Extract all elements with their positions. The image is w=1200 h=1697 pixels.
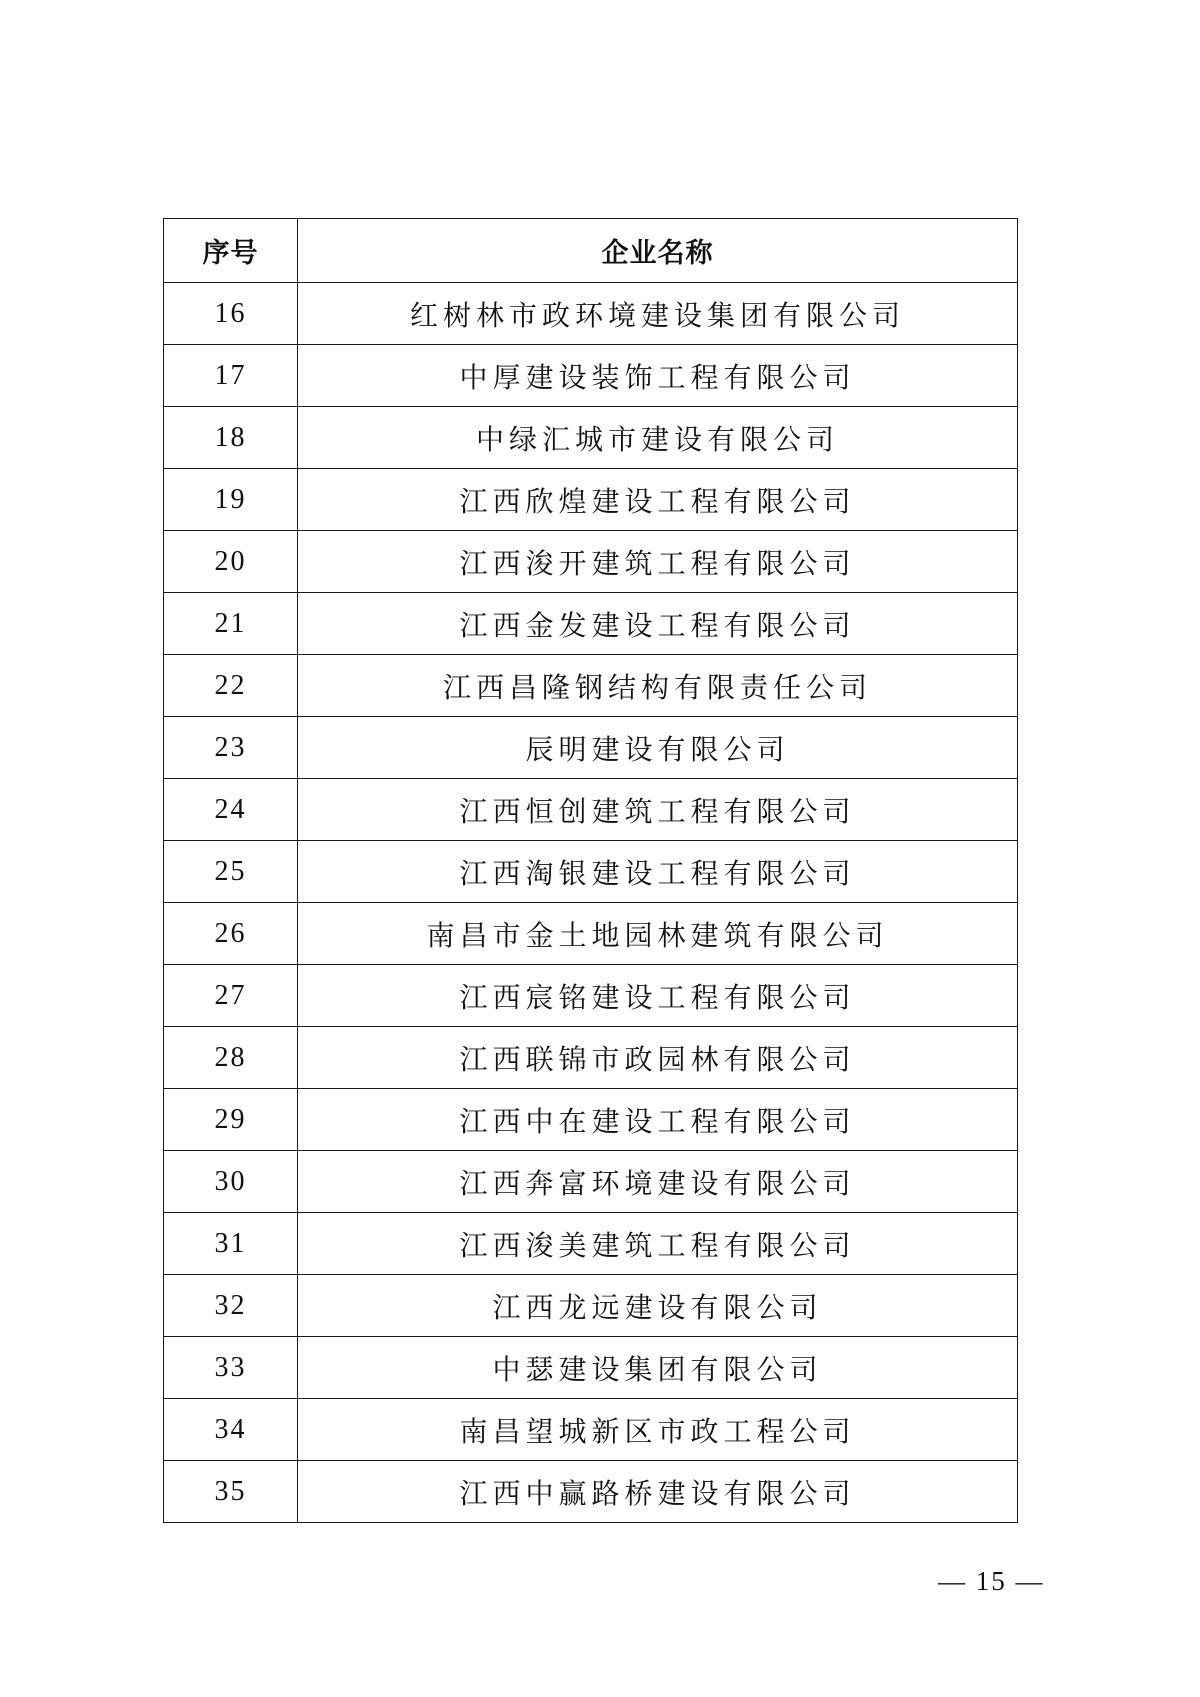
- row-company-name: 江西奔富环境建设有限公司: [298, 1151, 1018, 1213]
- row-company-name: 辰明建设有限公司: [298, 717, 1018, 779]
- table-row: [164, 841, 1018, 903]
- row-company-name: 江西淘银建设工程有限公司: [298, 841, 1018, 903]
- row-serial-number: 18: [164, 407, 298, 469]
- table-row: [164, 717, 1018, 779]
- table-row: [164, 1461, 1018, 1523]
- row-company-name: 江西恒创建筑工程有限公司: [298, 779, 1018, 841]
- row-company-name: 江西中在建设工程有限公司: [298, 1089, 1018, 1151]
- row-serial-number: 19: [164, 469, 298, 531]
- header-company-name: 企业名称: [298, 219, 1018, 283]
- table-row: [164, 1089, 1018, 1151]
- table-row: [164, 593, 1018, 655]
- row-serial-number: 17: [164, 345, 298, 407]
- row-serial-number: 31: [164, 1213, 298, 1275]
- row-serial-number: 26: [164, 903, 298, 965]
- table-row: [164, 407, 1018, 469]
- row-company-name: 南昌市金土地园林建筑有限公司: [298, 903, 1018, 965]
- table-row: [164, 283, 1018, 345]
- row-serial-number: 34: [164, 1399, 298, 1461]
- table-row: [164, 1027, 1018, 1089]
- row-company-name: 江西宸铭建设工程有限公司: [298, 965, 1018, 1027]
- table-body: [164, 283, 1018, 1523]
- row-serial-number: 33: [164, 1337, 298, 1399]
- table-row: [164, 531, 1018, 593]
- table-header-row: [164, 219, 1018, 283]
- row-serial-number: 28: [164, 1027, 298, 1089]
- row-serial-number: 29: [164, 1089, 298, 1151]
- row-company-name: 江西联锦市政园林有限公司: [298, 1027, 1018, 1089]
- row-serial-number: 24: [164, 779, 298, 841]
- row-company-name: 红树林市政环境建设集团有限公司: [298, 283, 1018, 345]
- row-company-name: 江西欣煌建设工程有限公司: [298, 469, 1018, 531]
- row-serial-number: 20: [164, 531, 298, 593]
- row-serial-number: 23: [164, 717, 298, 779]
- table-row: [164, 1399, 1018, 1461]
- table-row: [164, 469, 1018, 531]
- table-row: [164, 903, 1018, 965]
- page-number: — 15 —: [938, 1566, 1045, 1596]
- row-serial-number: 30: [164, 1151, 298, 1213]
- row-serial-number: 16: [164, 283, 298, 345]
- table-row: [164, 655, 1018, 717]
- row-serial-number: 25: [164, 841, 298, 903]
- row-company-name: 江西龙远建设有限公司: [298, 1275, 1018, 1337]
- row-company-name: 江西昌隆钢结构有限责任公司: [298, 655, 1018, 717]
- company-list-table: [163, 218, 1018, 1523]
- table-row: [164, 1337, 1018, 1399]
- row-company-name: 江西浚美建筑工程有限公司: [298, 1213, 1018, 1275]
- table-row: [164, 1151, 1018, 1213]
- table-row: [164, 779, 1018, 841]
- row-serial-number: 22: [164, 655, 298, 717]
- row-company-name: 江西金发建设工程有限公司: [298, 593, 1018, 655]
- header-serial-number: 序号: [164, 219, 298, 283]
- row-serial-number: 21: [164, 593, 298, 655]
- row-company-name: 江西中赢路桥建设有限公司: [298, 1461, 1018, 1523]
- row-company-name: 中绿汇城市建设有限公司: [298, 407, 1018, 469]
- row-company-name: 南昌望城新区市政工程公司: [298, 1399, 1018, 1461]
- row-company-name: 中瑟建设集团有限公司: [298, 1337, 1018, 1399]
- table-row: [164, 345, 1018, 407]
- table-row: [164, 965, 1018, 1027]
- table-row: [164, 1213, 1018, 1275]
- row-company-name: 中厚建设装饰工程有限公司: [298, 345, 1018, 407]
- table-row: [164, 1275, 1018, 1337]
- row-serial-number: 32: [164, 1275, 298, 1337]
- row-serial-number: 27: [164, 965, 298, 1027]
- row-company-name: 江西浚开建筑工程有限公司: [298, 531, 1018, 593]
- row-serial-number: 35: [164, 1461, 298, 1523]
